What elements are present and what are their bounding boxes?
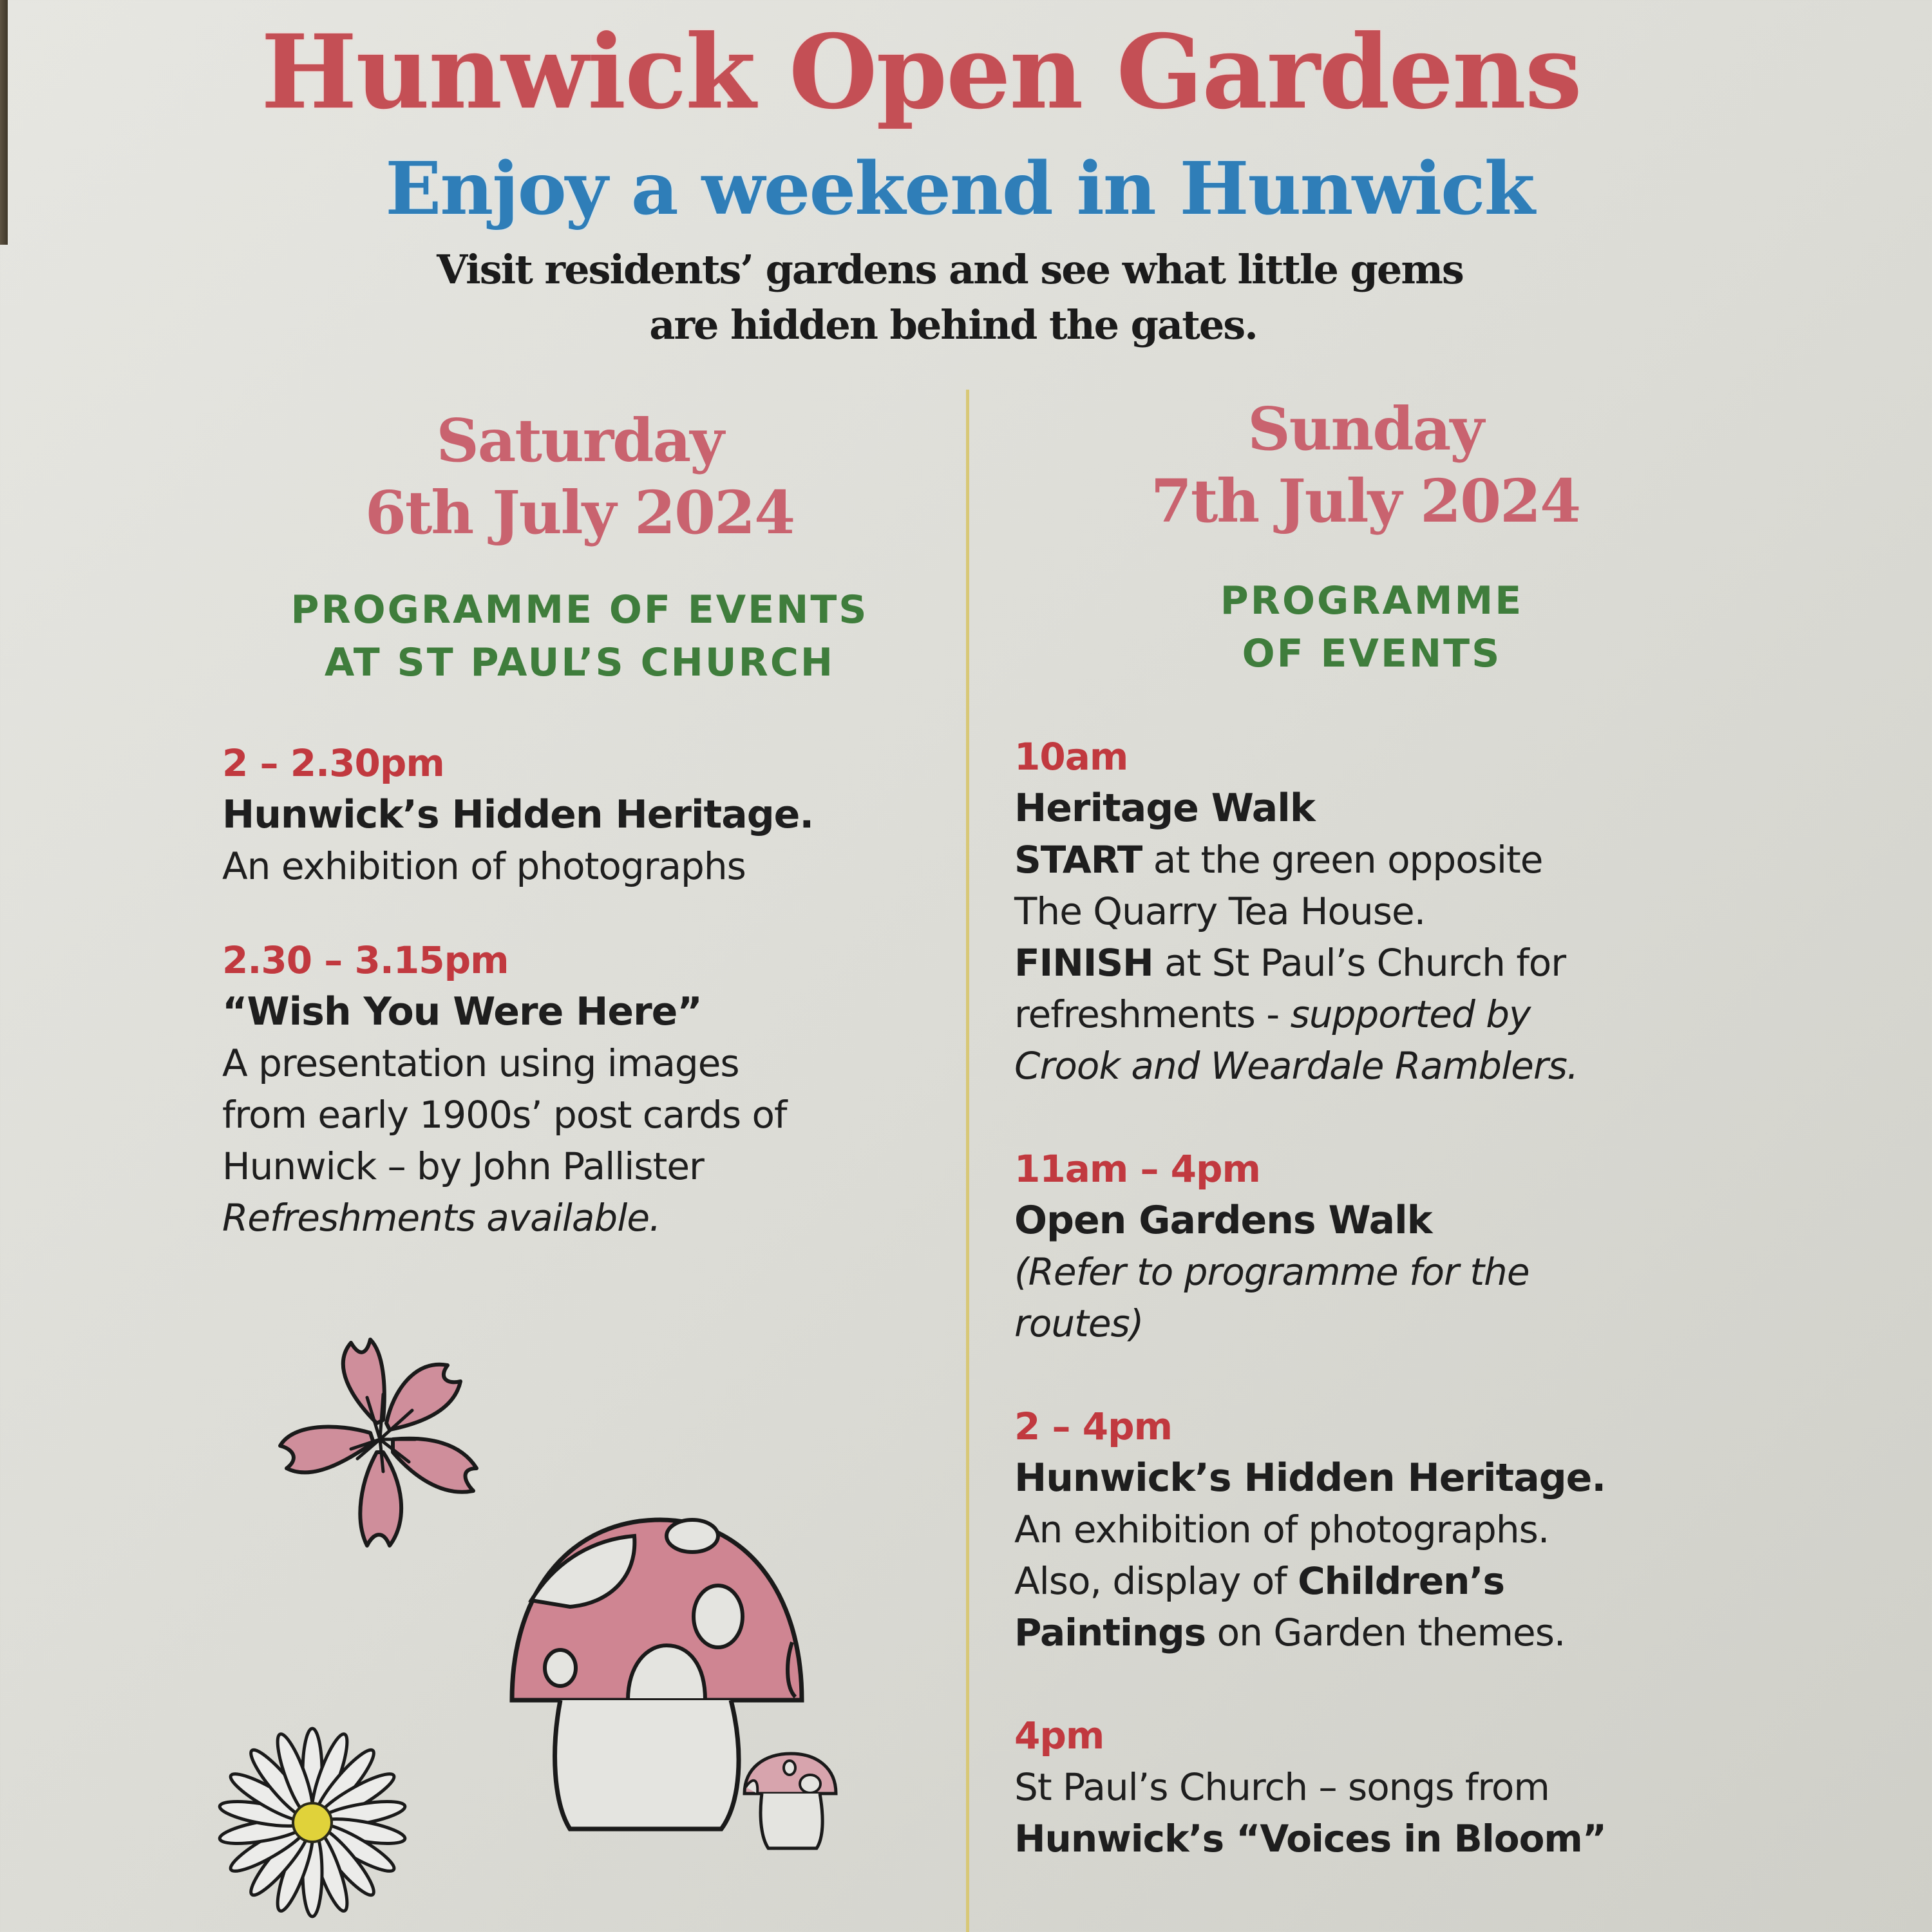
sunday-events: [1014, 731, 1787, 1916]
finish-label: FINISH: [1014, 941, 1153, 985]
event-description: St Paul’s Church – songs from: [1014, 1765, 1549, 1809]
toadstool-small-icon: [739, 1748, 842, 1858]
description-bold: Children’s: [1298, 1559, 1505, 1603]
programme-line: PROGRAMME OF EVENTS: [290, 587, 869, 632]
saturday-heading: [290, 404, 869, 549]
event-item: [1014, 1710, 1787, 1864]
saturday-day: Saturday: [436, 406, 723, 475]
event-description: [1014, 937, 1787, 989]
tagline-line-1: Visit residents’ gardens and see what little gems: [437, 246, 1463, 293]
event-item: [1014, 1143, 1787, 1349]
event-item: [222, 737, 950, 892]
daisy-icon: [206, 1726, 425, 1932]
saturday-events: [222, 737, 950, 1290]
event-description: [1014, 1607, 1787, 1658]
event-time: 11am – 4pm: [1014, 1147, 1260, 1191]
event-description: [1014, 1555, 1787, 1607]
programme-line: PROGRAMME: [1220, 578, 1524, 623]
support-note: Crook and Weardale Ramblers.: [1014, 1044, 1578, 1088]
event-description: [1014, 834, 1787, 886]
programme-line: OF EVENTS: [1242, 631, 1502, 676]
event-note: routes): [1014, 1302, 1144, 1345]
column-divider: [966, 390, 969, 1932]
sunday-heading: [1075, 393, 1655, 537]
start-text: at the green opposite: [1142, 838, 1543, 882]
event-description: The Quarry Tea House.: [1014, 889, 1426, 933]
event-note: Refreshments available.: [222, 1196, 661, 1240]
event-description: A presentation using images: [222, 1041, 739, 1085]
description-text: Also, display of: [1014, 1559, 1298, 1603]
event-name: Heritage Walk: [1014, 786, 1315, 831]
event-time: 2.30 – 3.15pm: [222, 938, 509, 982]
event-name: Hunwick’s Hidden Heritage.: [222, 792, 814, 837]
event-description: [1014, 989, 1787, 1040]
event-name: “Wish You Were Here”: [222, 989, 702, 1034]
finish-text: refreshments -: [1014, 992, 1291, 1036]
tagline-line-2: are hidden behind the gates.: [649, 301, 1257, 348]
poster-title: Hunwick Open Gardens: [261, 13, 1581, 132]
event-item: [1014, 1401, 1787, 1658]
event-item: [1014, 731, 1787, 1092]
saturday-programme-heading: [258, 583, 902, 689]
event-item: [222, 934, 950, 1244]
poster-subtitle: Enjoy a weekend in Hunwick: [385, 147, 1534, 231]
programme-line: AT ST PAUL’S CHURCH: [324, 640, 835, 685]
sunday-day: Sunday: [1247, 394, 1483, 464]
description-bold: Paintings: [1014, 1611, 1206, 1654]
sunday-programme-heading: [1140, 574, 1604, 680]
saturday-date: 6th July 2024: [365, 478, 795, 547]
start-label: START: [1014, 838, 1142, 882]
pink-blossom-icon: [254, 1314, 512, 1571]
sunday-date: 7th July 2024: [1150, 466, 1580, 536]
event-description: Hunwick – by John Pallister: [222, 1144, 704, 1188]
event-description: Hunwick’s “Voices in Bloom”: [1014, 1817, 1606, 1861]
event-name: Hunwick’s Hidden Heritage.: [1014, 1455, 1606, 1501]
event-name: Open Gardens Walk: [1014, 1198, 1432, 1243]
event-time: 2 – 4pm: [1014, 1405, 1173, 1448]
event-description: An exhibition of photographs: [222, 844, 746, 888]
event-time: 2 – 2.30pm: [222, 741, 444, 785]
event-description: from early 1900s’ post cards of: [222, 1093, 787, 1137]
support-note: supported by: [1290, 992, 1531, 1036]
description-text: on Garden themes.: [1206, 1611, 1566, 1654]
finish-text: at St Paul’s Church for: [1153, 941, 1566, 985]
event-time: 10am: [1014, 735, 1128, 779]
event-time: 4pm: [1014, 1714, 1104, 1757]
event-note: (Refer to programme for the: [1014, 1250, 1530, 1294]
event-description: An exhibition of photographs.: [1014, 1508, 1549, 1551]
